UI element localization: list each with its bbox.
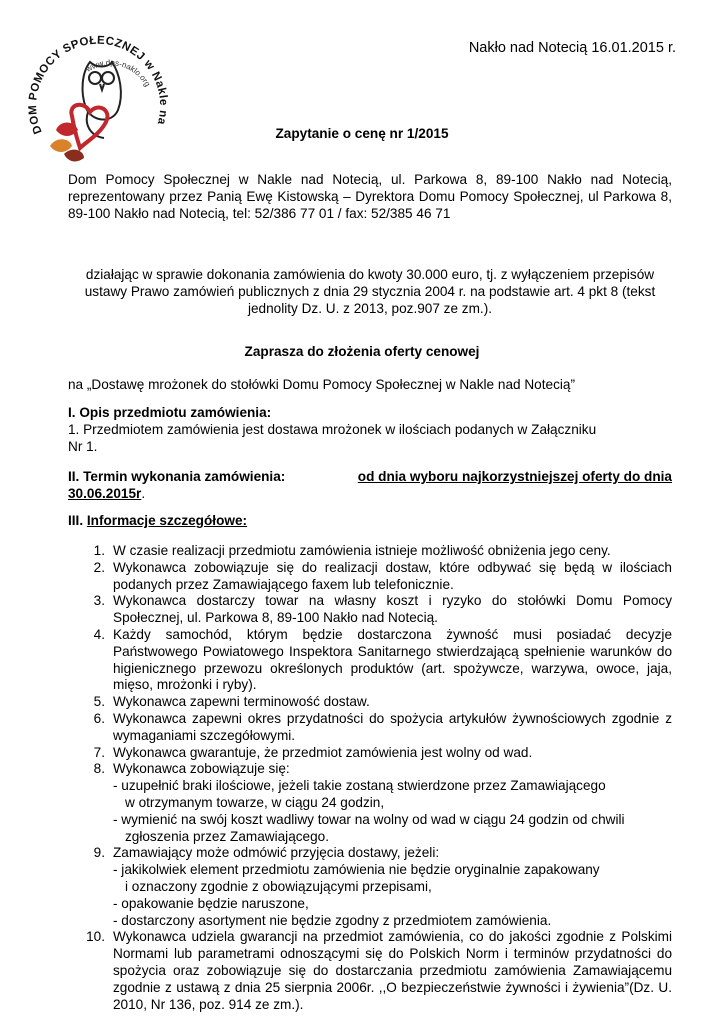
sub-item-text: - opakowanie będzie naruszone, [113, 895, 309, 911]
logo-url-text: www.dps-naklo.org [84, 58, 153, 89]
section-1-body [68, 421, 672, 455]
list-item [68, 761, 672, 778]
legal-basis-line: ustawy Prawo zamówień publicznych z dnia 29 stycznia 2004 r. na podstawie art. 4 pkt 8 (tekst [84, 284, 656, 299]
list-item [68, 593, 672, 627]
item-text: Wykonawca zobowiązuje się: [113, 761, 290, 777]
item-text: Wykonawca zapewni terminowość dostaw. [113, 694, 370, 710]
item-number: 5. [93, 694, 105, 710]
section-1-line: Nr 1. [68, 439, 98, 454]
sub-item-continuation: w otrzymanym towarze, w ciągu 24 godzin, [125, 794, 385, 810]
legal-basis-line: jednolity Dz. U. z 2013, poz.907 ze zm.). [247, 301, 493, 316]
item-text: Wykonawca zobowiązuje się do realizacji dostaw, które odbywać się będą w ilościach podanych przez Zamawiającego faxem lub telefonicznie. [113, 559, 672, 592]
item-text: Wykonawca udziela gwarancji na przedmiot zamówienia, co do jakości zgodnie z Polskimi Normami lub parametrami odnoszącymi się do Polskich Norm i terminów przydatności do spożycia oraz zobowiązuje się do dostarczania przedmiotu zamówienia Zamawiającemu zgodnie z ustawą z dnia 25 sierpnia 2006r. ,,O bezpieczeństwie żywności i żywienia”(Dz. U. 2010, Nr 136, poz. 914 ze zm.). [113, 929, 672, 1012]
section-1-line: 1. Przedmiotem zamówienia jest dostawa mrożonek w ilościach podanych w Załączniku [68, 422, 597, 437]
section-3-title: Informacje szczegółowe: [86, 513, 248, 528]
sub-item-text: - wymienić na swój koszt wadliwy towar na wolny od wad w ciągu 24 godzin od chwili [113, 811, 625, 827]
sub-item-continuation: zgłoszenia przez Zamawiającego. [125, 828, 330, 844]
sub-item-text: - dostarczony asortyment nie będzie zgodny z przedmiotem zamówienia. [113, 912, 552, 928]
list-item [68, 560, 672, 594]
document-title: Zapytanie o cenę nr 1/2015 [275, 126, 449, 141]
legal-basis-paragraph [68, 266, 672, 317]
item-number: 3. [93, 593, 105, 609]
legal-basis-line: działając w sprawie dokonania zamówienia do kwoty 30.000 euro, tj. z wyłączeniem przepisów [85, 267, 655, 282]
item-number: 8. [93, 761, 105, 777]
sub-item [68, 812, 672, 846]
sub-item-text: - jakikolwiek element przedmiotu zamówienia nie będzie oryginalnie zapakowany [113, 862, 600, 878]
item-number: 4. [93, 626, 105, 642]
place-and-date: Nakło nad Notecią 16.01.2015 r. [468, 40, 676, 56]
sub-item [68, 913, 672, 930]
item-number: 10. [86, 929, 105, 945]
item-number: 2. [93, 559, 105, 575]
item-text: Wykonawca zapewni okres przydatności do spożycia artykułów żywnościowych zgodnie z wymaganiami szczegółowymi. [113, 710, 672, 743]
sub-item-text: - uzupełnić braki ilościowe, jeżeli takie zostaną stwierdzone przez Zamawiającego [113, 778, 606, 794]
list-item [68, 929, 672, 1013]
logo-graphic [20, 12, 180, 172]
invitation-heading: Zaprasza do złożenia oferty cenowej [244, 344, 480, 359]
item-text: W czasie realizacji przedmiotu zamówienia istnieje możliwość obniżenia jego ceny. [113, 543, 611, 558]
item-number: 7. [93, 744, 105, 760]
item-text: Wykonawca dostarczy towar na własny koszt i ryzyko do stołówki Domu Pomocy Społecznej, ul. Parkowa 8, 89-100 Nakło nad Notecią. [113, 593, 672, 626]
intro-paragraph: Dom Pomocy Społecznej w Nakle nad Notecią, ul. Parkowa 8, 89-100 Nakło nad Notecią, reprezentowany przez Panią Ewę Kistowską – Dyrektora Domu Pomocy Społecznej, ul Parkowa 8, 89-100 Nakło nad Notecią, tel: 52/386 77 01 / fax: 52/385 46 71 [68, 172, 672, 221]
section-3-prefix: III. [68, 513, 84, 528]
section-2-term-dot: . [141, 486, 146, 501]
section-3-heading [68, 512, 672, 529]
sub-item [68, 862, 672, 896]
logo-ring-text: DOM POMOCY SPOŁECZNEJ w Nakle na [26, 34, 170, 136]
details-list [68, 543, 672, 1013]
list-item [68, 627, 672, 694]
section-1-heading: I. Opis przedmiotu zamówienia: [68, 405, 272, 420]
order-subject: na „Dostawę mrożonek do stołówki Domu Pomocy Społecznej w Nakle nad Notecią” [68, 377, 575, 392]
item-text: Zamawiający może odmówić przyjęcia dostawy, jeżeli: [113, 845, 440, 861]
list-item [68, 694, 672, 711]
item-number: 1. [93, 543, 105, 558]
list-item [68, 543, 672, 560]
sub-item [68, 778, 672, 812]
item-number: 6. [93, 710, 105, 726]
item-number: 9. [93, 845, 105, 861]
owl-on-leaves-logo [20, 12, 180, 172]
section-2 [68, 468, 672, 502]
sub-item [68, 896, 672, 913]
item-text: Każdy samochód, którym będzie dostarczona żywność musi posiadać decyzje Państwowego Powiatowego Inspektora Sanitarnego stwierdzającą spełnienie warunków do higienicznego przewozu określonych produktów (art. spożywcze, warzywa, owoce, jaja, mięso, mrożonki i ryby). [113, 626, 672, 693]
sub-item-continuation: i oznaczony zgodnie z obowiązującymi przepisami, [125, 878, 432, 894]
item-text: Wykonawca gwarantuje, że przedmiot zamówienia jest wolny od wad. [113, 744, 533, 760]
section-2-heading: II. Termin wykonania zamówienia: [68, 469, 286, 484]
list-item [68, 711, 672, 745]
section-2-term: od dnia wyboru najkorzystniejszej oferty do dnia [357, 469, 672, 484]
list-item [68, 745, 672, 762]
section-2-term-date: 30.06.2015r [68, 486, 142, 501]
list-item [68, 845, 672, 862]
